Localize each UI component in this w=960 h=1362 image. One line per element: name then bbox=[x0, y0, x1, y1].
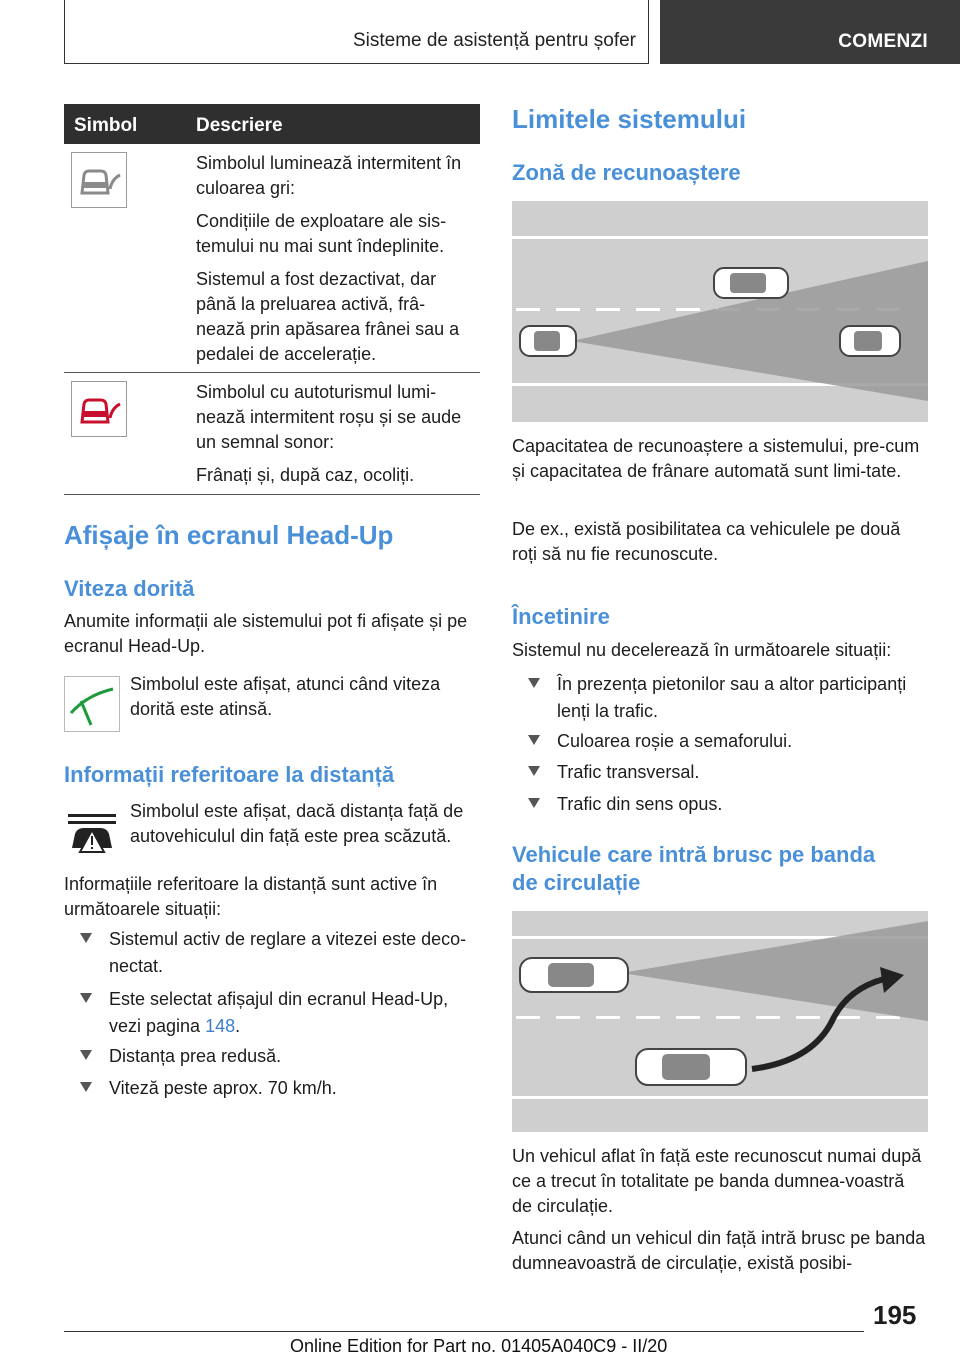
cut-in-illustration bbox=[512, 911, 928, 1132]
bullet-triangle-icon bbox=[528, 678, 540, 688]
bullet-triangle-icon bbox=[80, 1082, 92, 1092]
edition-info: Online Edition for Part no. 01405A040C9 - II/20 bbox=[290, 1336, 668, 1356]
row1-p2: Condițiile de exploatare ale sis-temului nu mai sunt îndeplinite. bbox=[196, 211, 447, 256]
car-right bbox=[840, 326, 900, 356]
desired-speed-icon bbox=[64, 676, 120, 732]
hud-heading: Afișaje în ecranul Head-Up bbox=[64, 520, 394, 550]
col-description-header: Descriere bbox=[196, 115, 283, 136]
car-ego bbox=[520, 958, 628, 992]
cut-in-heading-line1: Vehicule care intră brusc pe banda bbox=[512, 842, 876, 867]
cut-in-text-1: Un vehicul aflat în față este recunoscut numai după ce a trecut în totalitate pe banda dumnea-voastră de circulație. bbox=[512, 1146, 922, 1216]
deceleration-heading: Încetinire bbox=[512, 604, 610, 629]
table-divider bbox=[64, 372, 480, 373]
row2-p1: Simbolul cu autoturismul lumi-nează intermitent roșu și se aude un semnal sonor: bbox=[196, 382, 462, 452]
header-tab bbox=[660, 0, 960, 64]
footer-divider bbox=[64, 1331, 864, 1332]
car-cutting-in bbox=[636, 1049, 746, 1085]
section-title: Sisteme de asistență pentru șofer bbox=[352, 30, 636, 51]
cut-in-heading-line2: de circulație bbox=[512, 870, 641, 895]
distance-intro: Informațiile referitoare la distanță sunt active în următoarele situații: bbox=[64, 874, 438, 919]
row1-p1: Simbolul luminează intermitent în culoarea gri: bbox=[196, 153, 462, 198]
row1-p3: Sistemul a fost dezactivat, dar până la preluarea activă, frâ-nează prin apăsarea frânei sau a pedalei de accelerație. bbox=[196, 269, 460, 364]
limits-heading: Limitele sistemului bbox=[512, 104, 747, 134]
car-left bbox=[520, 326, 576, 356]
speed-symbol-text: Simbolul este afișat, atunci când viteza dorită este atinsă. bbox=[130, 674, 441, 719]
tab-comenzi: COMENZI bbox=[838, 31, 928, 52]
col-symbol-header: Simbol bbox=[74, 115, 138, 136]
recognition-zone-illustration bbox=[512, 201, 928, 422]
speed-heading: Viteza dorită bbox=[64, 576, 195, 601]
page-number: 195 bbox=[873, 1300, 917, 1330]
row1-description bbox=[196, 151, 472, 367]
zone-heading: Zonă de recunoaștere bbox=[512, 160, 741, 185]
zone-text-1: Capacitatea de recunoaștere a sistemului, pre-cum și capacitatea de frânare automată sunt limi-tate. bbox=[512, 436, 920, 481]
distance-warning-icon bbox=[64, 802, 120, 856]
bullet-triangle-icon bbox=[528, 766, 540, 776]
zone-text-2: De ex., există posibilitatea ca vehiculele pe două roți să nu fie recunoscute. bbox=[512, 519, 901, 564]
header-section-box bbox=[64, 0, 649, 64]
bullet-triangle-icon bbox=[528, 735, 540, 745]
distance-symbol-text: Simbolul este afișat, dacă distanța față de autovehiculul din față este prea scăzută. bbox=[130, 801, 464, 846]
page-link[interactable]: 148 bbox=[205, 1016, 236, 1036]
table-bottom-line bbox=[64, 494, 480, 495]
distance-heading: Informații referitoare la distanță bbox=[64, 762, 395, 787]
bullet-triangle-icon bbox=[80, 933, 92, 943]
bullet-triangle-icon bbox=[528, 798, 540, 808]
table-header bbox=[64, 104, 480, 144]
bullet-triangle-icon bbox=[80, 993, 92, 1003]
deceleration-intro: Sistemul nu decelerează în următoarele situații: bbox=[512, 640, 892, 660]
row2-p2: Frânați și, după caz, ocoliți. bbox=[196, 465, 415, 485]
row2-description bbox=[196, 380, 472, 488]
grey-collision-warning-icon bbox=[71, 152, 127, 208]
car-top bbox=[714, 268, 788, 298]
red-collision-warning-icon bbox=[71, 381, 127, 437]
cut-in-text-2: Atunci când un vehicul din față intră brusc pe banda dumneavoastră de circulație, există posibi- bbox=[512, 1228, 926, 1273]
bullet-triangle-icon bbox=[80, 1050, 92, 1060]
speed-intro: Anumite informații ale sistemului pot fi afișate și pe ecranul Head-Up. bbox=[64, 611, 468, 656]
